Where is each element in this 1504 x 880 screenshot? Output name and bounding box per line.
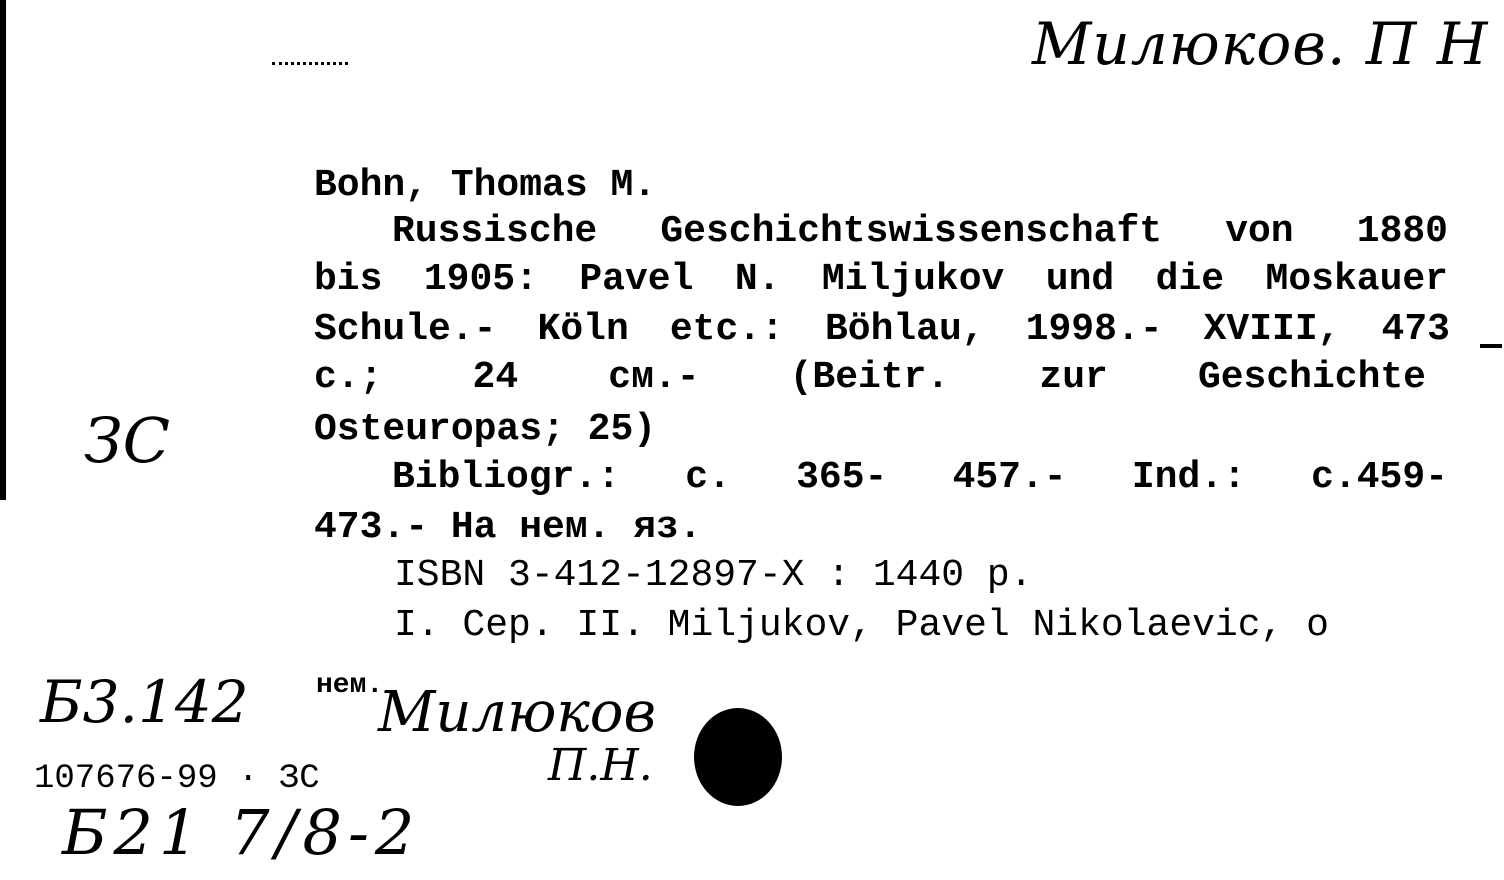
title-line-3 <box>314 308 1450 351</box>
title-word: 473 <box>1381 308 1450 351</box>
title-word: zur <box>1039 356 1108 399</box>
handwritten-subject-name: Милюков <box>378 680 657 745</box>
card-left-edge <box>0 0 6 500</box>
title-word: Geschichte <box>1197 356 1426 399</box>
title-line-4 <box>314 356 1426 399</box>
handwritten-initials: П.Н. <box>548 740 653 791</box>
title-word: von <box>1225 210 1294 253</box>
title-word: bis <box>314 258 383 301</box>
title-word: Schule.- <box>314 308 497 351</box>
handwritten-class-mark: ЗС <box>84 404 171 477</box>
series-line: Osteuropas; 25) <box>314 408 657 451</box>
title-line-2 <box>314 258 1448 301</box>
title-word: etc.: <box>669 308 784 351</box>
title-word: Miljukov <box>821 258 1005 301</box>
note-word: 457.- <box>952 456 1067 499</box>
note-word: c.459- <box>1311 456 1448 499</box>
title-word: XVIII, <box>1203 308 1341 351</box>
title-word: 1905: <box>423 258 538 301</box>
title-word: Köln <box>537 308 629 351</box>
title-word: Pavel <box>579 258 694 301</box>
isbn-line: ISBN 3-412-12897-X : 1440 p. <box>394 554 1033 597</box>
handwritten-author: Милюков. П Н <box>1032 10 1489 78</box>
title-word: 1998.- <box>1025 308 1163 351</box>
note-word: Bibliogr.: <box>392 456 621 499</box>
title-word: N. <box>734 258 781 301</box>
ink-blot <box>694 708 782 806</box>
handwritten-shelf-code: Б3.142 <box>40 668 249 736</box>
tracings-line: I. Сер. II. Miljukov, Pavel Nikolaevic, o <box>394 604 1329 647</box>
notes-line-1 <box>392 456 1448 499</box>
title-word: (Beitr. <box>789 356 950 399</box>
language-note: нем. <box>316 670 384 701</box>
entry-heading: Bohn, Thomas M. <box>314 164 657 207</box>
stamp-number: 107676-99 · ЗС <box>34 760 320 798</box>
title-line-1 <box>392 210 1448 253</box>
title-word: 1880 <box>1356 210 1448 253</box>
note-word: c. <box>685 456 731 499</box>
title-word: 24 <box>472 356 519 399</box>
margin-dash <box>1480 344 1502 348</box>
handwritten-acquisition-code: Б21 7/8-2 <box>62 796 421 869</box>
note-word: 365- <box>796 456 888 499</box>
title-word: Moskauer <box>1265 258 1448 301</box>
title-word: und <box>1045 258 1115 301</box>
notes-line-2: 473.- На нем. яз. <box>314 506 702 549</box>
note-word: Ind.: <box>1131 456 1246 499</box>
title-word: die <box>1155 258 1225 301</box>
title-word: Böhlau, <box>824 308 985 351</box>
title-word: c.; <box>314 356 383 399</box>
title-word: Geschichtswissenschaft <box>660 210 1163 253</box>
dotted-mark <box>272 62 348 69</box>
title-word: см.- <box>608 356 700 399</box>
title-word: Russische <box>392 210 598 253</box>
